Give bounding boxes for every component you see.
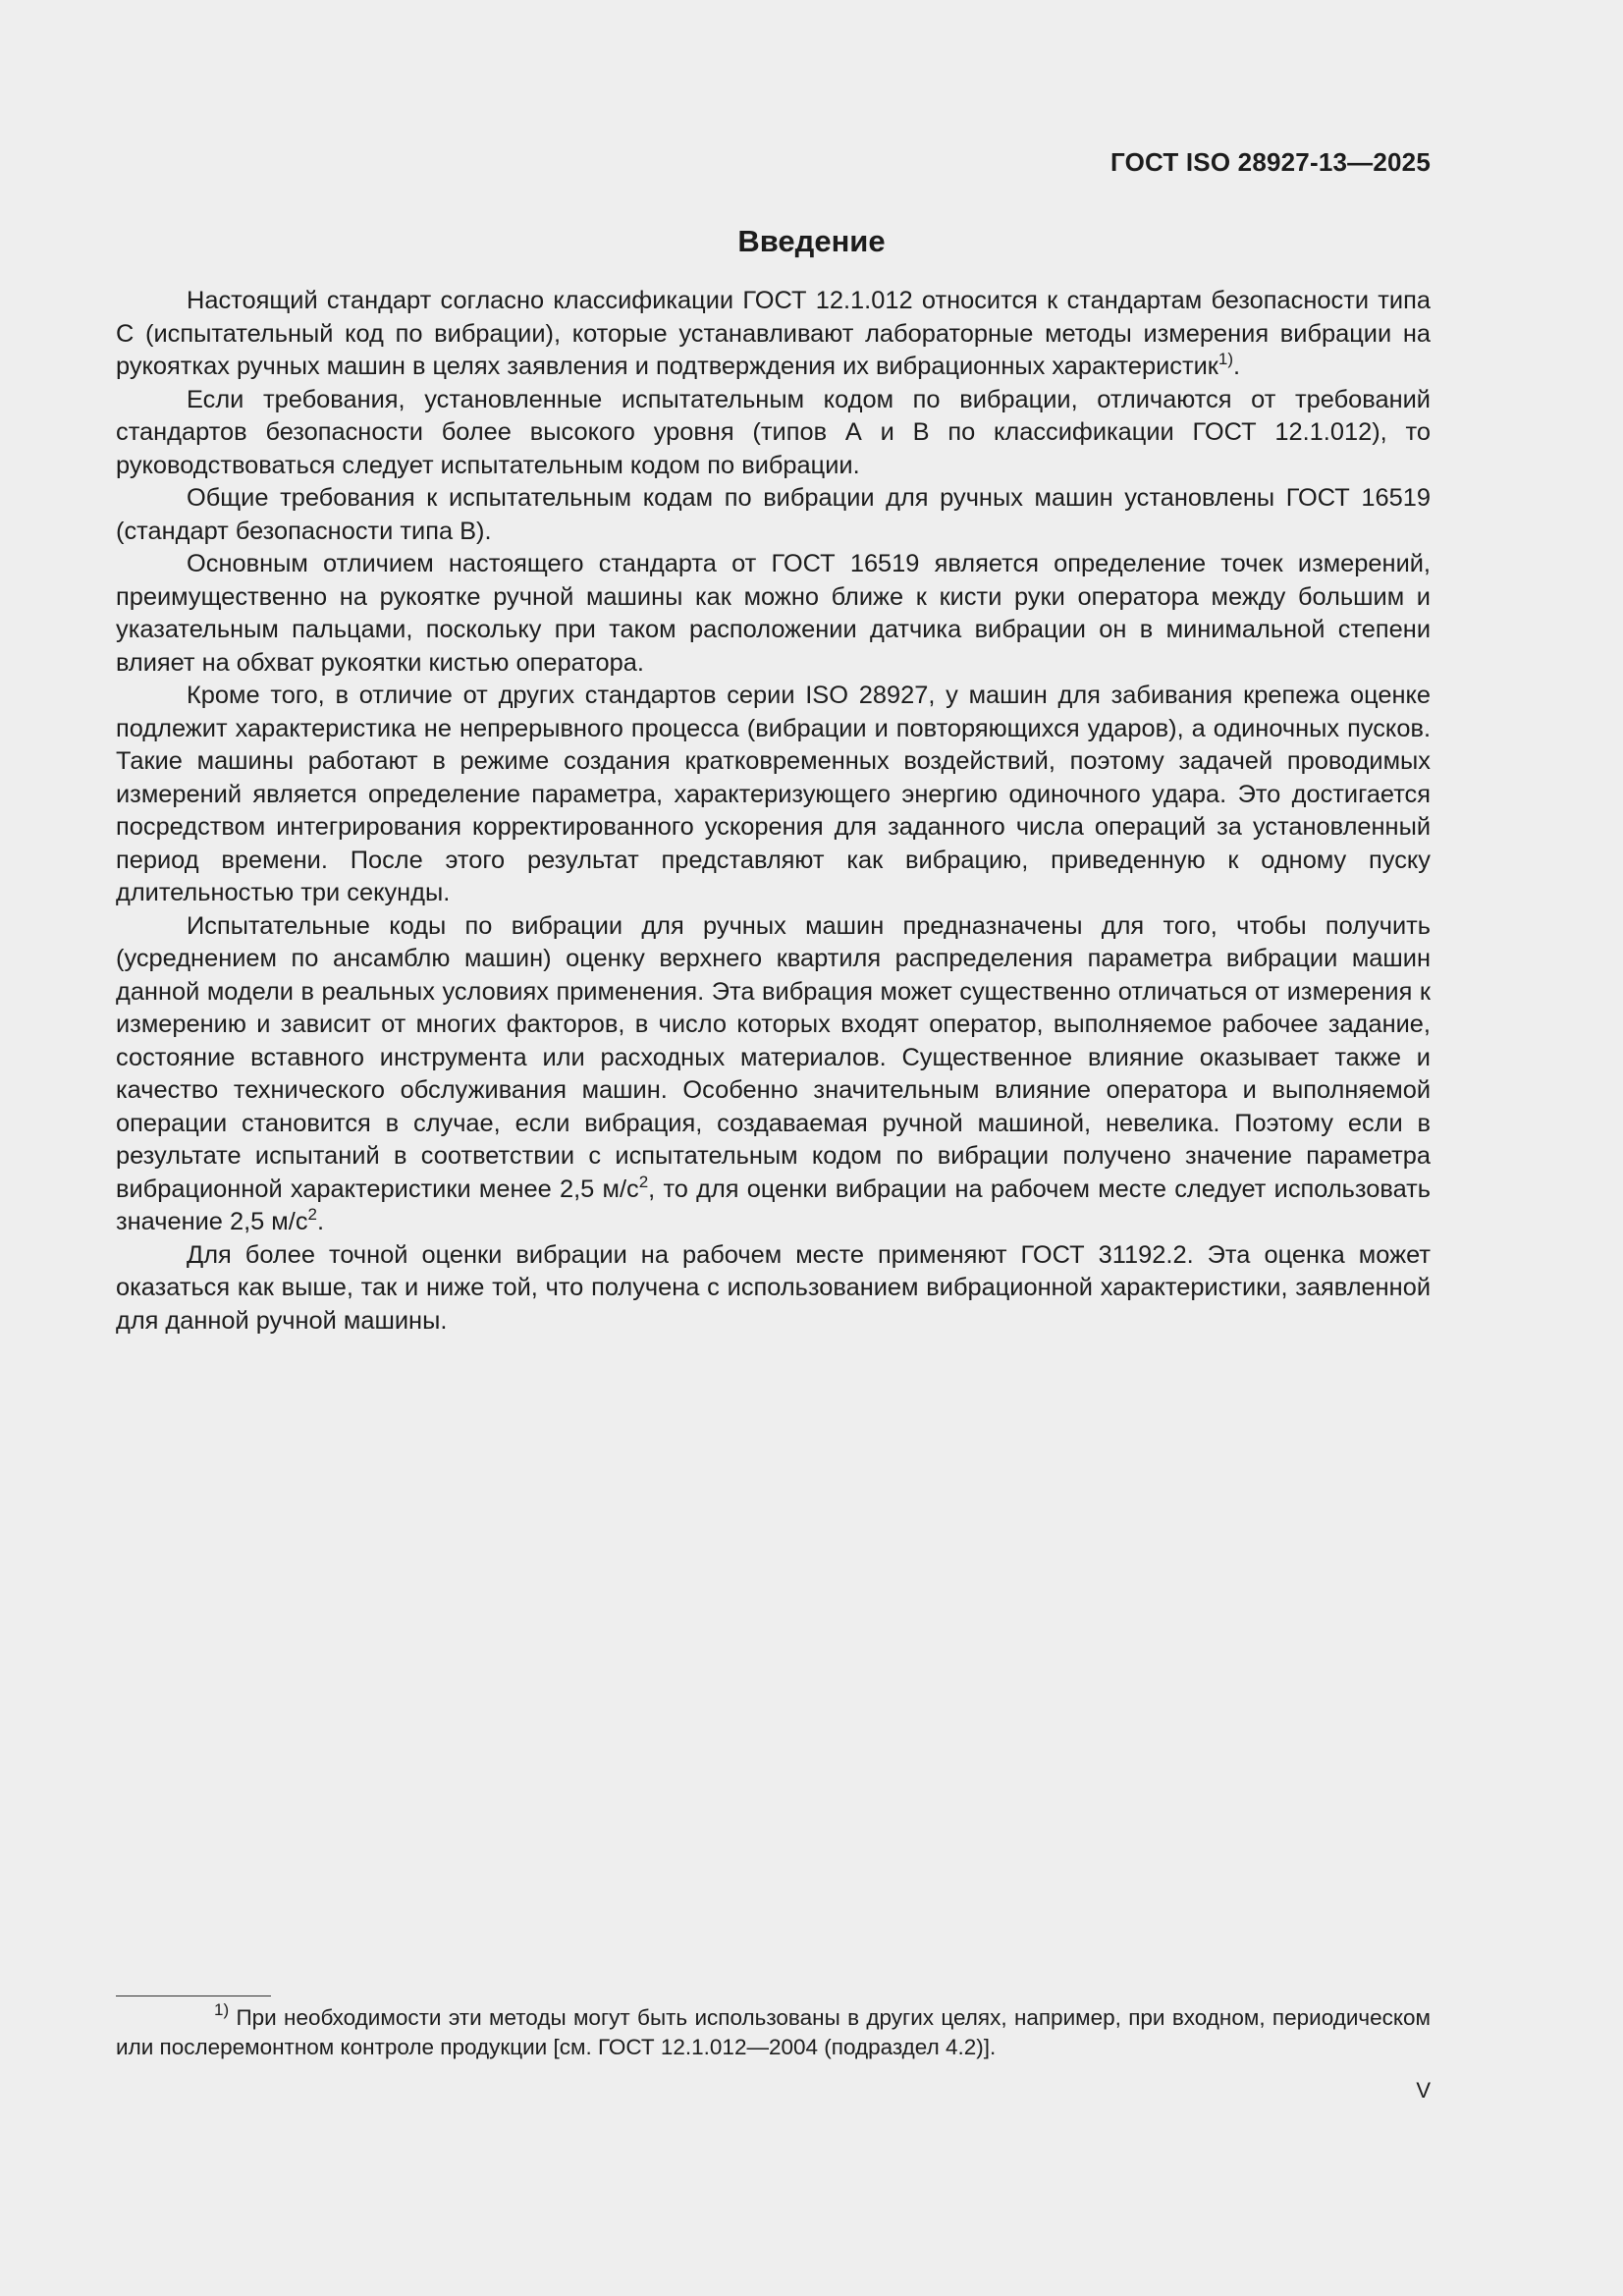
page-number: V [1416, 2078, 1431, 2103]
paragraph-6-text-b: , то для оценки вибрации на рабочем месте следует использовать значение 2,5 м/с [116, 1175, 1431, 1235]
paragraph-1 [116, 285, 1431, 384]
paragraph-6 [116, 910, 1431, 1239]
body-text [116, 285, 1431, 1338]
footnote [116, 2000, 1431, 2062]
document-header: ГОСТ ISO 28927-13—2025 [1110, 147, 1431, 177]
paragraph-7: Для более точной оценки вибрации на рабочем месте применяют ГОСТ 31192.2. Эта оценка может оказаться как выше, так и ниже той, что получена с использованием вибрационной характеристики, заявленной для данной ручной машины. [116, 1240, 1431, 1335]
paragraph-3: Общие требования к испытательным кодам по вибрации для ручных машин установлены ГОСТ 16519 (стандарт безопасности типа В). [116, 484, 1431, 545]
paragraph-6-end: . [316, 1208, 325, 1235]
footnote-text: При необходимости эти методы могут быть использованы в других целях, например, при входном, периодическом или послеремонтном контроле продукции [см. ГОСТ 12.1.012—2004 (подраздел 4.2)]. [116, 2005, 1431, 2059]
paragraph-4: Основным отличием настоящего стандарта от ГОСТ 16519 является определение точек измерений, преимущественно на рукоятке ручной машины как можно ближе к кисти руки оператора между большим и указательным пальцами, поскольку при таком расположении датчика вибрации он в минимальной степени влияет на обхват рукоятки кистью оператора. [116, 550, 1431, 677]
paragraph-1-text: Настоящий стандарт согласно классификации ГОСТ 12.1.012 относится к стандартам безопасности типа С (испытательный код по вибрации), которые устанавливают лабораторные методы измерения вибрации на рукоятках ручных машин в целях заявления и подтверждения их вибрационных характеристик [116, 287, 1431, 380]
superscript-squared: 2 [638, 1172, 649, 1191]
paragraph-1-end: . [1233, 353, 1241, 380]
paragraph-2: Если требования, установленные испытательным кодом по вибрации, отличаются от требований стандартов безопасности более высокого уровня (типов А и В по классификации ГОСТ 12.1.012), то руководствоваться следует испытательным кодом по вибрации. [116, 385, 1431, 479]
footnote-divider [116, 1995, 271, 1996]
section-title: Введение [737, 224, 886, 258]
superscript-squared: 2 [307, 1205, 317, 1224]
footnote-marker: 1) [214, 2000, 230, 2019]
paragraph-6-text-a: Испытательные коды по вибрации для ручных машин предназначены для того, чтобы получить (усреднением по ансамблю машин) оценку верхнего квартиля распределения параметра вибрации машин данной модели в реальных условиях применения. Эта вибрация может существенно отличаться от измерения к измерению и зависит от многих факторов, в число которых входят оператор, выполняемое рабочее задание, состояние вставного инструмента или расходных материалов. Существенное влияние оказывает также и качество технического обслуживания машин. Особенно значительным влияние оператора и выполняемой операции становится в случае, если вибрация, создаваемая ручной машиной, невелика. Поэтому если в результате испытаний в соответствии с испытательным кодом по вибрации получено значение параметра вибрационной характеристики менее 2,5 м/с [116, 911, 1431, 1203]
paragraph-5: Кроме того, в отличие от других стандартов серии ISO 28927, у машин для забивания крепежа оценке подлежит характеристика не непрерывного процесса (вибрации и повторяющихся ударов), а одиночных пусков. Такие машины работают в режиме создания кратковременных воздействий, поэтому задачей проводимых измерений является определение параметра, характеризующего энергию одиночного удара. Это достигается посредством интегрирования корректированного ускорения для заданного числа операций за установленный период времени. После этого результат представляют как вибрацию, приведенную к одному пуску длительностью три секунды. [116, 682, 1431, 906]
footnote-reference: 1) [1217, 350, 1234, 368]
